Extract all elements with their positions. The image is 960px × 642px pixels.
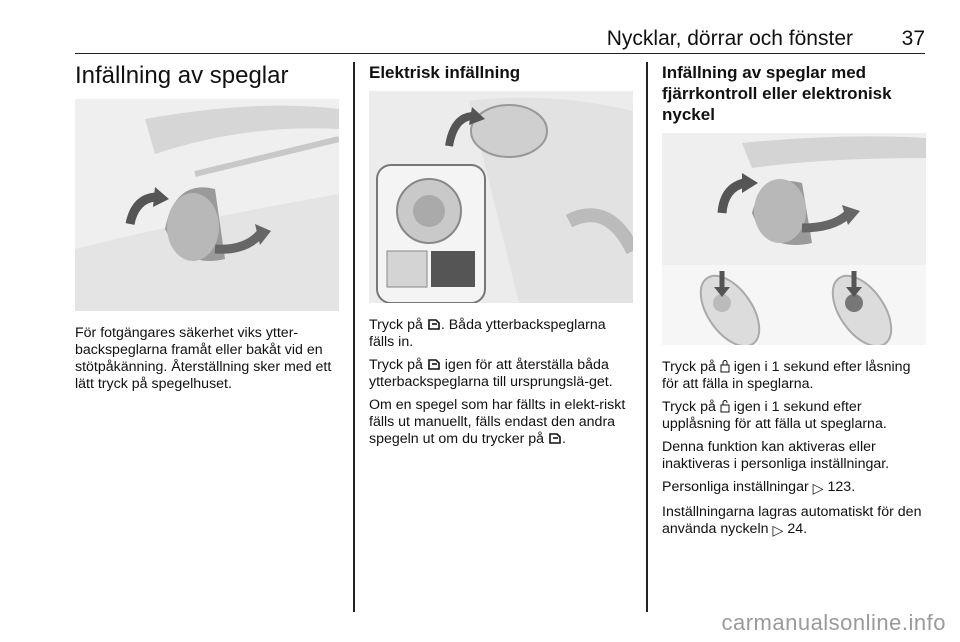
paragraph: Tryck på . Båda ytterbackspeglarna fälls in. [369, 317, 606, 350]
illustration-key-fob-mirror-fold [662, 133, 926, 345]
page-header [75, 27, 925, 54]
illustration-mirror-fold-manual [75, 99, 339, 311]
paragraph: Tryck på igen för att återställa båda ytterbackspeglarna till ursprungslä-get. [369, 357, 613, 390]
page-reference-link[interactable]: 24. [787, 521, 808, 537]
paragraph: Personliga inställningar ▷ 123. [662, 479, 856, 497]
page-ref-arrow-icon: ▷ [772, 523, 784, 539]
paragraph: Inställningarna lagras automatiskt för den använda nyckeln ▷ 24. [662, 504, 922, 539]
mirror-fold-icon [427, 318, 441, 331]
paragraph: Denna funktion kan aktiveras eller inaktiveras i personliga inställningar. [662, 439, 890, 472]
unlock-icon [720, 399, 730, 413]
page-ref-arrow-icon: ▷ [812, 481, 824, 497]
column-divider [646, 62, 648, 612]
section-heading: Infällning av speglar [75, 62, 289, 89]
mirror-fold-icon [548, 432, 562, 445]
lock-icon [720, 359, 730, 373]
watermark: carmanualsonline.info [721, 610, 946, 635]
paragraph: Tryck på igen i 1 sekund efter låsning för att fälla in speglarna. [662, 359, 911, 392]
paragraph: Om en spegel som har fällts in elekt-riskt fälls ut manuellt, fälls endast den andra spegeln ut om du trycker på . [369, 397, 626, 447]
column-divider [353, 62, 355, 612]
paragraph: För fotgängares säkerhet viks ytter-backspeglarna framåt eller bakåt vid en stötpåkänning. Återställning sker med ett lätt tryck på spegelhuset. [75, 325, 332, 392]
paragraph: Tryck på igen i 1 sekund efter upplåsning för att fälla ut speglarna. [662, 399, 887, 432]
header-title: Nycklar, dörrar och fönster [606, 27, 853, 50]
column-remote-folding [662, 62, 926, 546]
illustration-mirror-control-panel [369, 91, 633, 303]
section-heading: Infällning av speglar med fjärrkontroll eller elektronisk nyckel [662, 63, 892, 124]
column-electric-folding [369, 62, 633, 454]
column-mirror-folding [75, 62, 339, 399]
mirror-fold-icon [427, 358, 441, 371]
section-heading: Elektrisk infällning [369, 63, 521, 82]
page-number: 37 [901, 27, 925, 50]
page-reference-link[interactable]: 123. [827, 479, 856, 495]
